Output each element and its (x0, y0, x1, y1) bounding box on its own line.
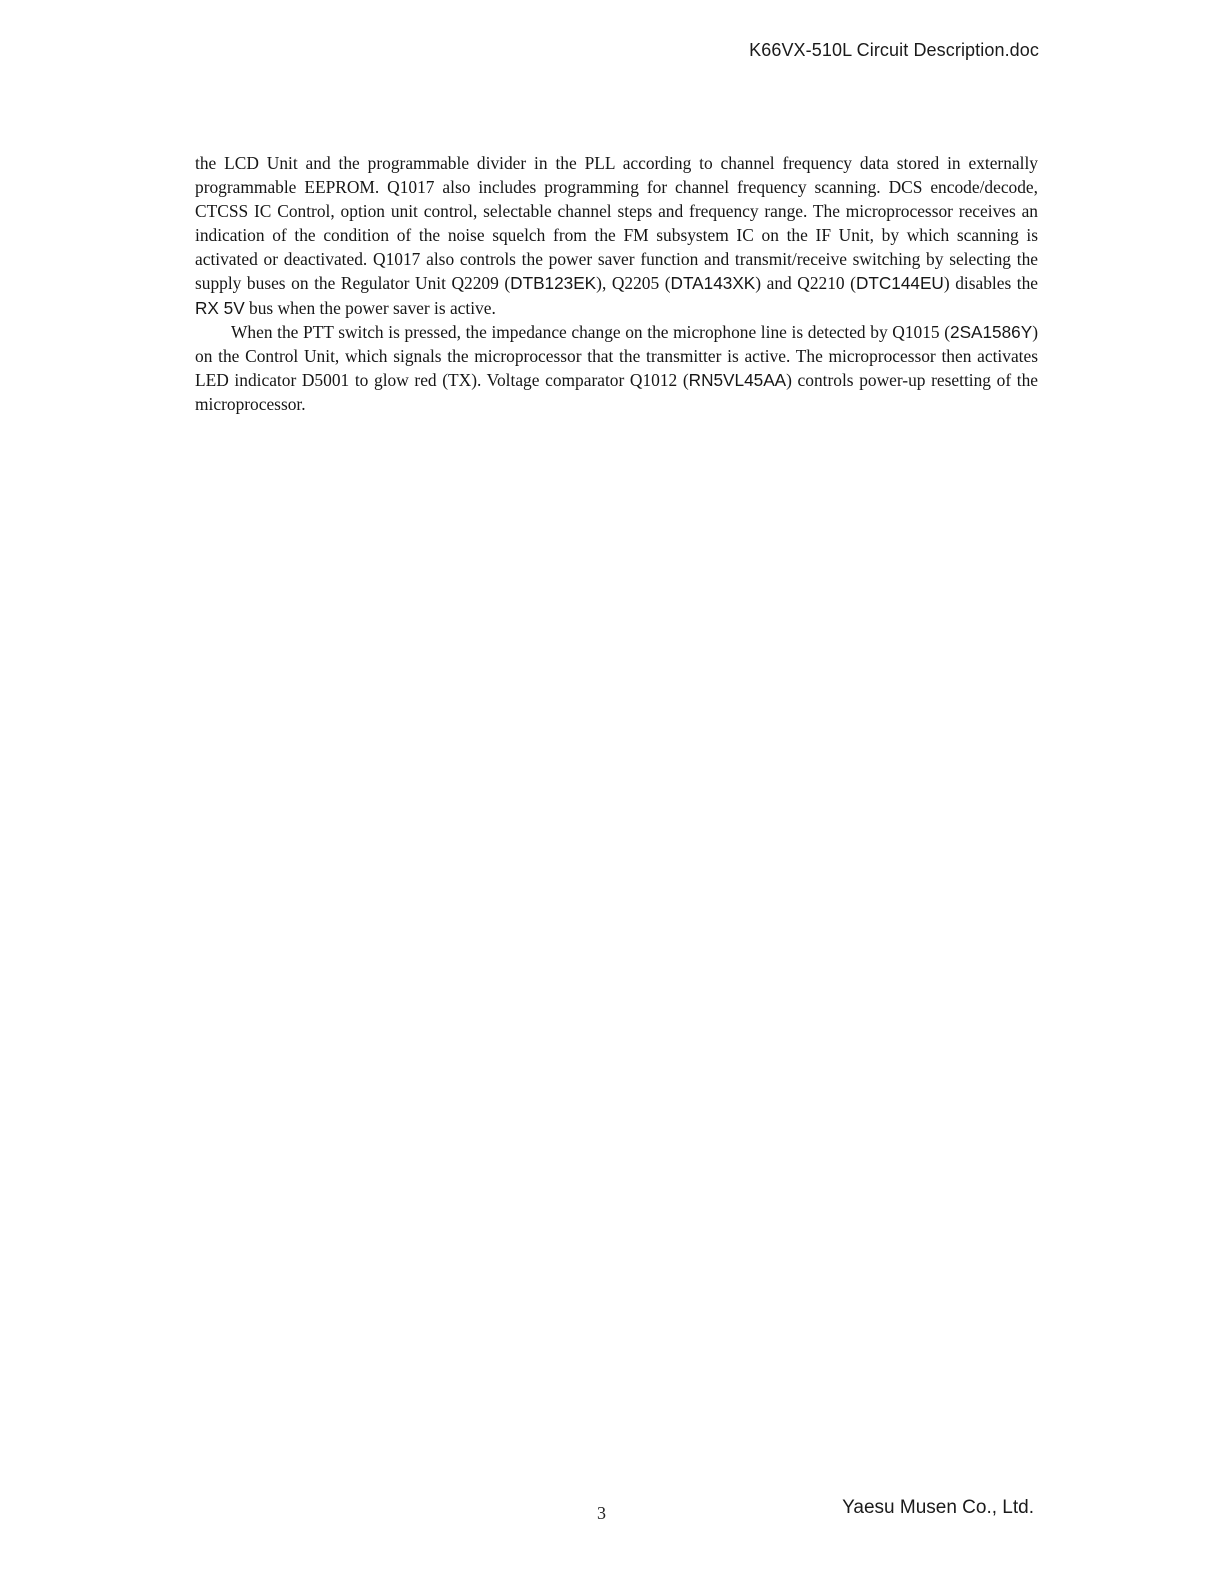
part-number: DTC144EU (855, 273, 944, 294)
body-paragraph-2 (195, 320, 1038, 416)
body-paragraph-1 (195, 151, 1038, 320)
text-run: When the PTT switch is pressed, the impedance change on the microphone line is detected by Q1015 ( (231, 321, 951, 342)
text-run: the LCD Unit and the programmable divider in the PLL according to channel frequency data stored in externally programmable EEPROM. Q1017 also includes programming for channel frequency scanning. DCS encode/decode, CTCSS IC Control, option unit control, selectable channel steps and frequency range. The microprocessor receives an indication of the condition of the noise squelch from the FM subsystem IC on the IF Unit, by which scanning is activated or deactivated. Q1017 also controls the power saver function and transmit/receive switching by selecting the supply buses on the Regulator Unit Q2209 ( (195, 153, 1038, 294)
part-number: DTA143XK (670, 273, 756, 294)
text-run: ) and Q2210 ( (755, 273, 856, 294)
text-run: ) controls power-up resetting of the microprocessor. (195, 369, 1038, 414)
text-run: ) on the Control Unit, which signals the microprocessor that the transmitter is active. The microprocessor then activates LED indicator D5001 to glow red (TX). Voltage comparator Q1012 ( (195, 321, 1038, 390)
text-run: ), Q2205 ( (596, 273, 671, 294)
text-run: bus when the power saver is active. (244, 297, 496, 318)
document-title: K66VX-510L Circuit Description.doc (749, 40, 1039, 60)
footer-company-name: Yaesu Musen Co., Ltd. (842, 1497, 1034, 1518)
document-body (195, 151, 1038, 416)
part-number: DTB123EK (510, 273, 597, 294)
part-number: 2SA1586Y (950, 321, 1033, 342)
page-number: 3 (597, 1503, 606, 1523)
bus-label: RX 5V (195, 297, 245, 318)
text-run: ) disables the (943, 273, 1039, 294)
document-header (749, 40, 1039, 61)
part-number: RN5VL45AA (688, 369, 787, 390)
